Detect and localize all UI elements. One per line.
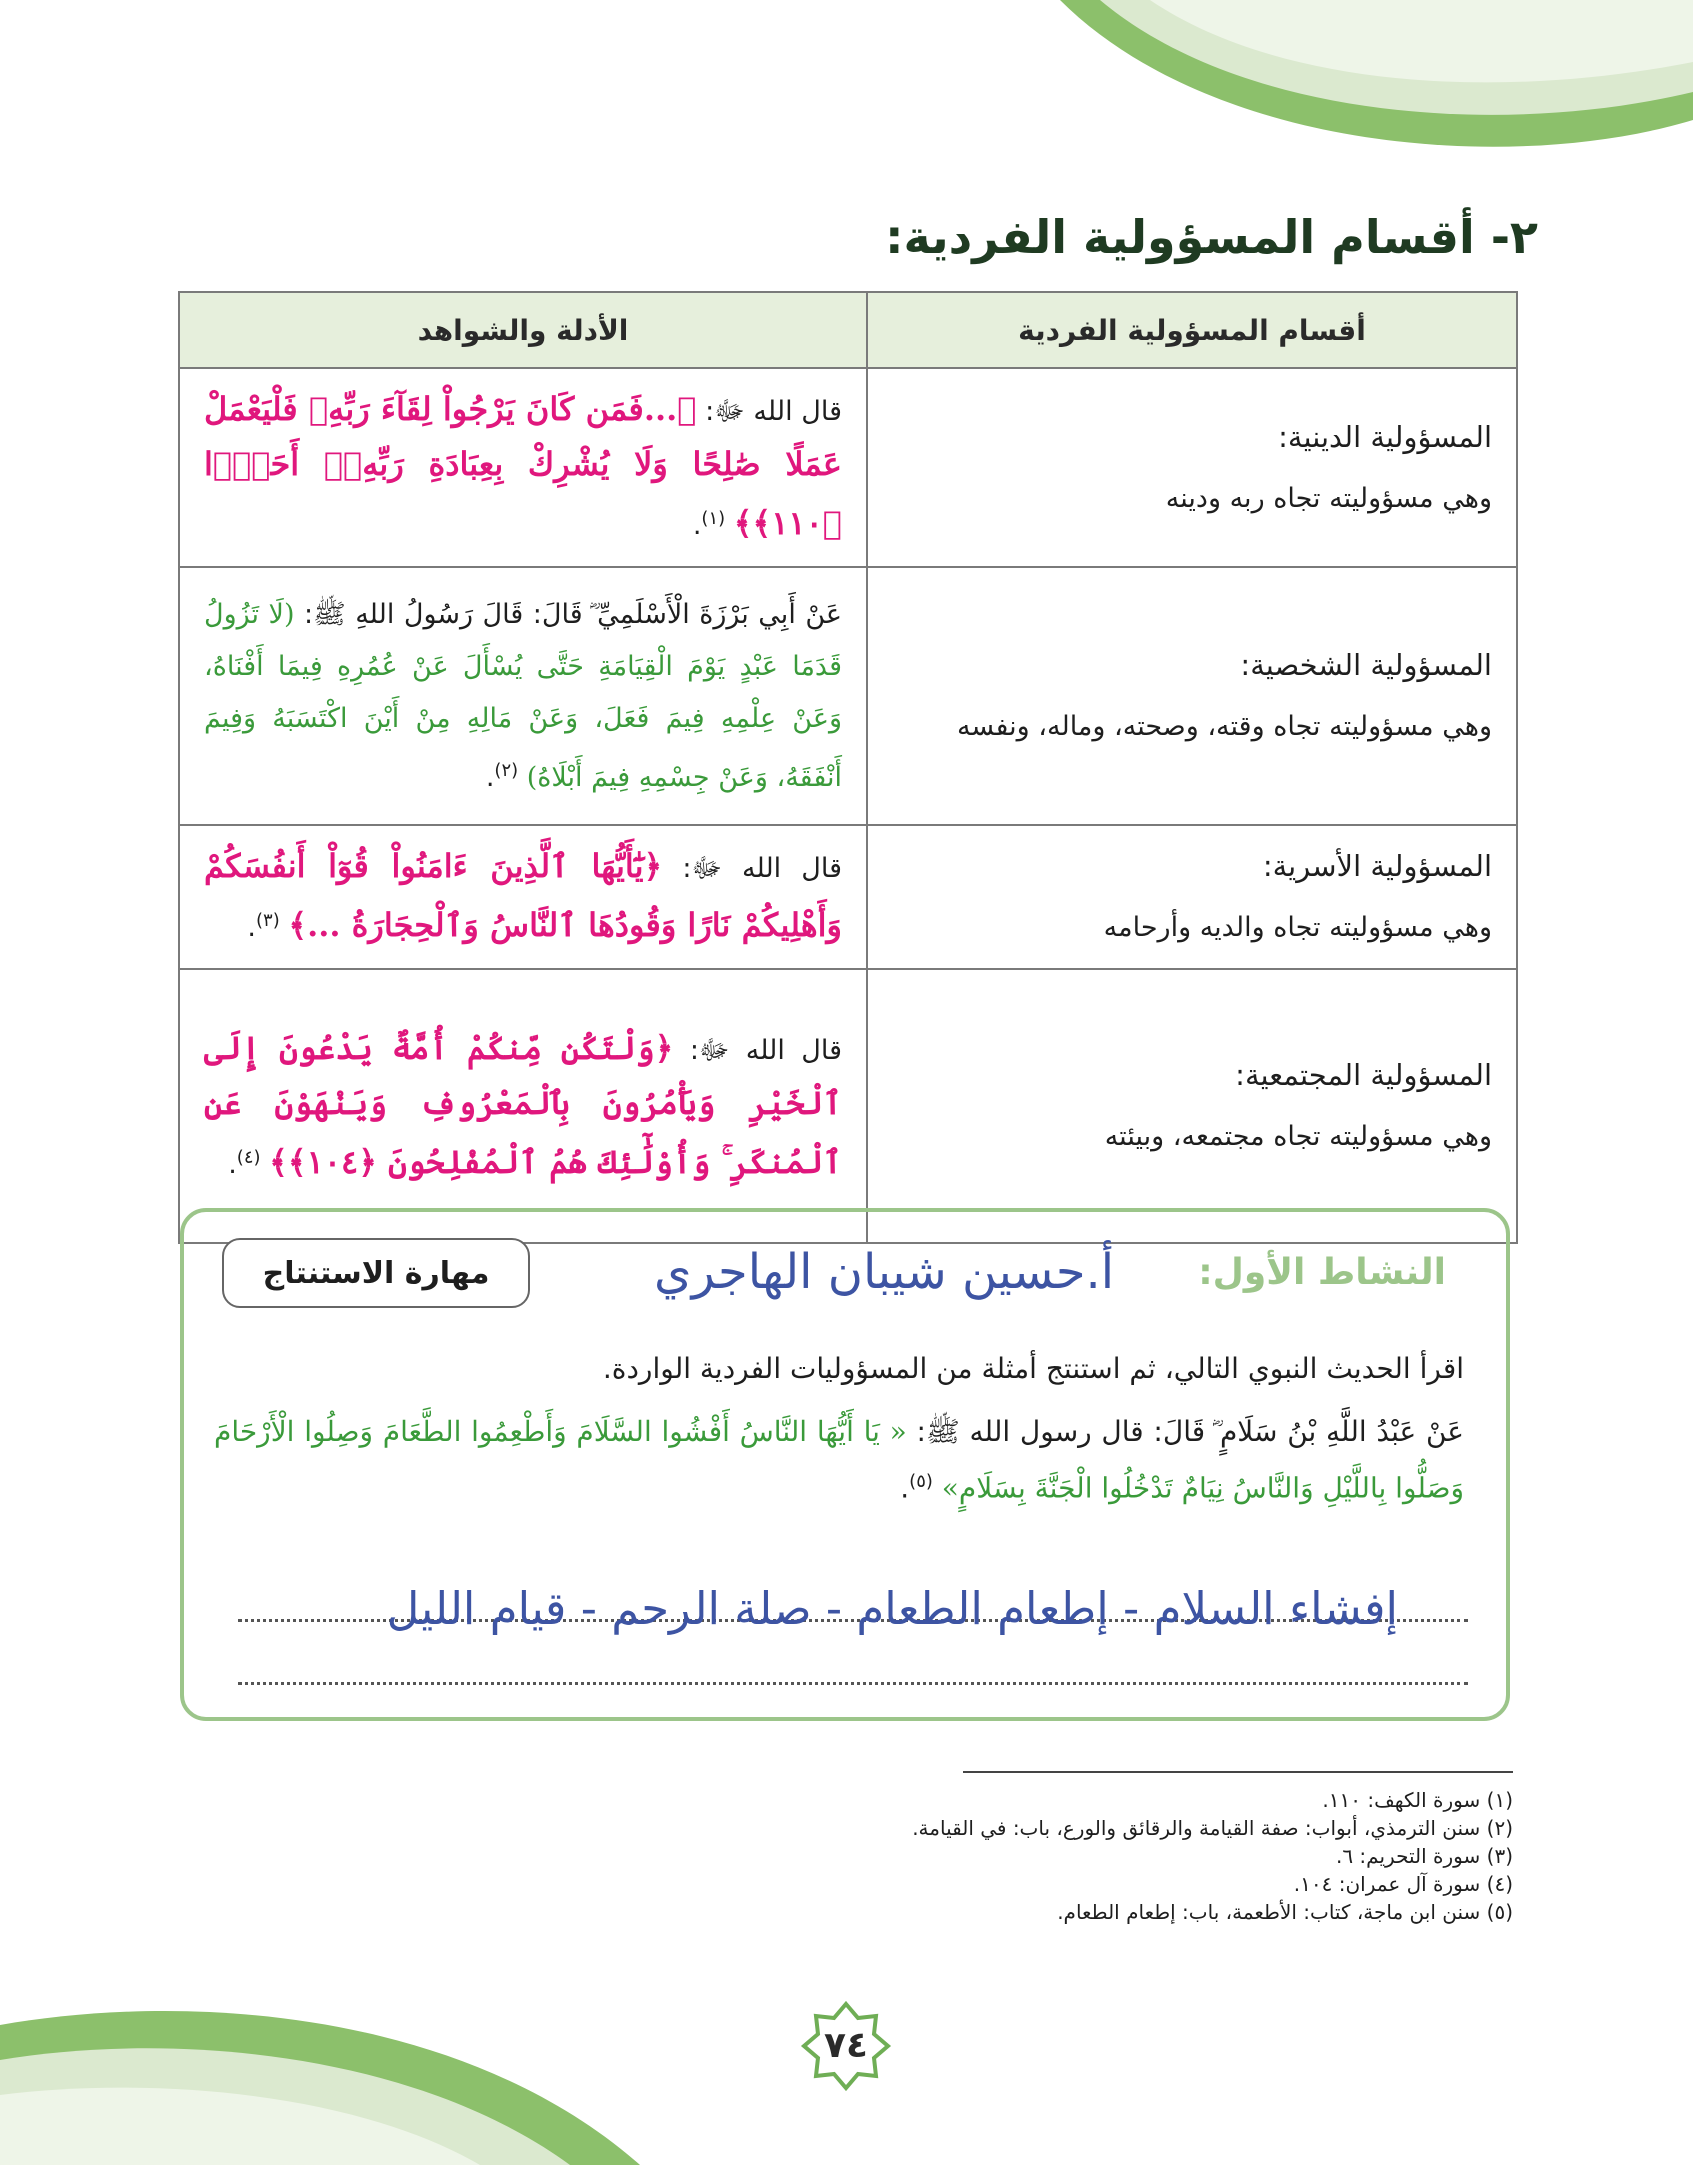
footnote-ref: (٤)	[236, 1146, 261, 1168]
table-row	[179, 368, 1517, 567]
category-title: المسؤولية المجتمعية:	[1235, 1058, 1492, 1092]
page-number	[800, 2000, 892, 2092]
evidence-intro: عَنْ أَبِي بَرْزَةَ الْأَسْلَمِيِّ ؓ قَالَ: قَالَ رَسُولُ اللهِ ﷺ:	[304, 598, 842, 630]
evidence-cell: قال الله ﷻ: ﴿يَٰٓأَيُّهَا ٱلَّذِينَ ءَامَنُواْ قُوٓاْ أَنفُسَكُمْ وَأَهْلِيكُمْ نَارًا وَقُودُهَا ٱلنَّاسُ وَٱلْحِجَارَةُ ...﴾ $^{(٣)}$.	[179, 825, 867, 969]
category-title: المسؤولية الدينية:	[1278, 419, 1492, 454]
activity-instruction: اقرأ الحديث النبوي التالي، ثم استنتج أمثلة من المسؤوليات الفردية الواردة.	[602, 1352, 1464, 1385]
skill-label: مهارة الاستنتاج	[262, 1255, 490, 1291]
evidence-cell: عَنْ أَبِي بَرْزَةَ الْأَسْلَمِيِّ ؓ قَالَ: قَالَ رَسُولُ اللهِ ﷺ: (لَا تَزُولُ قَدَمَا عَبْدٍ يَوْمَ الْقِيَامَةِ حَتَّى يُسْأَلَ عَنْ عُمُرِهِ فِيمَا أَفْنَاهُ، وَعَنْ عِلْمِهِ فِيمَ فَعَلَ، وَعَنْ مَالِهِ مِنْ أَيْنَ اكْتَسَبَهُ وَفِيمَ أَنْفَقَهُ، وَعَنْ جِسْمِهِ فِيمَ أَبْلَاهُ) $^{(٢)}$.	[179, 567, 867, 825]
category-title: المسؤولية الشخصية:	[1240, 648, 1492, 682]
answer-line-empty[interactable]	[238, 1632, 1468, 1685]
category-description: وهي مسؤوليته تجاه والديه وأرحامه	[1103, 912, 1492, 943]
footnote-item: (٥) سنن ابن ماجة، كتاب: الأطعمة، باب: إطعام الطعام.	[1057, 1900, 1513, 1924]
category-title: المسؤولية الأسرية:	[1262, 849, 1492, 883]
activity-label: النشاط الأول:	[1198, 1252, 1446, 1293]
footnote-item: (٤) سورة آل عمران: ١٠٤.	[1293, 1872, 1513, 1896]
category-description: وهي مسؤوليته تجاه ربه ودينه	[1165, 482, 1492, 514]
evidence-intro: قال الله ﷻ:	[689, 1034, 843, 1066]
category-description: وهي مسؤوليته تجاه وقته، وصحته، وماله، ونفسه	[956, 711, 1492, 742]
bottom-left-decorative-arc	[0, 1995, 640, 2165]
category-description: وهي مسؤوليته تجاه مجتمعه، وبيئته	[1104, 1121, 1492, 1152]
table-row	[179, 969, 1517, 1243]
footnote-divider	[963, 1771, 1513, 1773]
footnote-ref: (٣)	[256, 910, 280, 931]
answer-line[interactable]	[238, 1557, 1468, 1635]
evidence-cell: قال الله ﷻ: ﴿...فَمَن كَانَ يَرْجُواْ لِقَآءَ رَبِّهِۦ فَلْيَعْمَلْ عَمَلًا صَٰلِحًا وَلَا يُشْرِكْ بِعِبَادَةِ رَبِّهِۦٓ أَحَدًۢا ﴿١١٠﴾﴾ $^{(١)}$.	[179, 368, 867, 567]
hadith-text: (لَا تَزُولُ قَدَمَا عَبْدٍ يَوْمَ الْقِيَامَةِ حَتَّى يُسْأَلَ عَنْ عُمُرِهِ فِيمَا أَفْنَاهُ، وَعَنْ عِلْمِهِ فِيمَ فَعَلَ، وَعَنْ مَالِهِ مِنْ أَيْنَ اكْتَسَبَهُ وَفِيمَ أَنْفَقَهُ، وَعَنْ جِسْمِهِ فِيمَ أَبْلَاهُ)	[204, 598, 842, 793]
activity-box	[180, 1208, 1510, 1721]
category-cell	[867, 825, 1517, 969]
category-cell	[867, 969, 1517, 1243]
table-row	[179, 825, 1517, 969]
header-categories: أقسام المسؤولية الفردية	[867, 292, 1517, 368]
handwritten-answer: إفشاء السلام - إطعام الطعام - صلة الرحم - قيام الليل	[386, 1582, 1398, 1635]
top-right-decorative-arc	[1060, 0, 1693, 160]
footnote-ref: (٥)	[909, 1471, 933, 1492]
evidence-cell: قال الله ﷻ: ﴿وَلْتَكُن مِّنكُمْ أُمَّةٌ يَدْعُونَ إِلَى ٱلْخَيْرِ وَيَأْمُرُونَ بِٱلْمَعْرُوفِ وَيَنْهَوْنَ عَنِ ٱلْمُنكَرِ ۚ وَأُوْلَٰٓئِكَ هُمُ ٱلْمُفْلِحُونَ ﴿١٠٤﴾﴾ $^{(٤)}$.	[179, 969, 867, 1243]
footnote-ref: (١)	[701, 508, 726, 529]
hadith-narrator: عَنْ عَبْدُ اللَّهِ بْنُ سَلَامٍ ؓ قَالَ: قال رسول الله ﷺ:	[916, 1415, 1464, 1448]
handwritten-author-name: أ.حسين شيبان الهاجري	[654, 1244, 1115, 1300]
section-heading: ٢- أقسام المسؤولية الفردية:	[885, 210, 1538, 264]
page-number-value: ٧٤	[824, 2025, 868, 2066]
skill-badge	[222, 1238, 530, 1308]
footnote-item: (٣) سورة التحريم: ٦.	[1335, 1844, 1513, 1868]
evidence-intro: قال الله ﷻ:	[682, 853, 842, 884]
category-cell	[867, 368, 1517, 567]
footnote-item: (٢) سنن الترمذي، أبواب: صفة القيامة والرقائق والورع، باب: في القيامة.	[912, 1816, 1513, 1840]
footnote-ref: (٢)	[494, 759, 519, 781]
category-cell	[867, 567, 1517, 825]
header-evidence: الأدلة والشواهد	[179, 292, 867, 368]
quran-verse: ﴿وَلْتَكُن مِّنكُمْ أُمَّةٌ يَدْعُونَ إِلَى ٱلْخَيْرِ وَيَأْمُرُونَ بِٱلْمَعْرُوفِ وَيَنْهَوْنَ عَنِ ٱلْمُنكَرِ ۚ وَأُوْلَٰٓئِكَ هُمُ ٱلْمُفْلِحُونَ ﴿١٠٤﴾﴾	[204, 1028, 842, 1181]
hadith-text: « يَا أَيُّهَا النَّاسُ أَفْشُوا السَّلَامَ وَأَطْعِمُوا الطَّعَامَ وَصِلُوا الْأَرْحَامَ وَصَلُّوا بِاللَّيْلِ وَالنَّاسُ نِيَامٌ تَدْخُلُوا الْجَنَّةَ بِسَلَامٍ»	[214, 1415, 1464, 1505]
table-row	[179, 567, 1517, 825]
responsibility-table	[178, 291, 1518, 1244]
footnote-item: (١) سورة الكهف: ١١٠.	[1322, 1788, 1513, 1812]
footnotes-list	[613, 1786, 1513, 1926]
activity-hadith: عَنْ عَبْدُ اللَّهِ بْنُ سَلَامٍ ؓ قَالَ: قال رسول الله ﷺ: « يَا أَيُّهَا النَّاسُ أَفْشُوا السَّلَامَ وَأَطْعِمُوا الطَّعَامَ وَصِلُوا الْأَرْحَامَ وَصَلُّوا بِاللَّيْلِ وَالنَّاسُ نِيَامٌ تَدْخُلُوا الْجَنَّةَ بِسَلَامٍ» $^{(٥)}$.	[214, 1415, 1464, 1505]
quran-verse: ﴿يَٰٓأَيُّهَا ٱلَّذِينَ ءَامَنُواْ قُوٓاْ أَنفُسَكُمْ وَأَهْلِيكُمْ نَارًا وَقُودُهَا ٱلنَّاسُ وَٱلْحِجَارَةُ ...﴾	[204, 847, 842, 944]
evidence-intro: قال الله ﷻ:	[705, 396, 843, 427]
quran-verse: ﴿...فَمَن كَانَ يَرْجُواْ لِقَآءَ رَبِّهِۦ فَلْيَعْمَلْ عَمَلًا صَٰلِحًا وَلَا يُشْرِكْ بِعِبَادَةِ رَبِّهِۦٓ أَحَدًۢا ﴿١١٠﴾﴾	[204, 390, 842, 542]
